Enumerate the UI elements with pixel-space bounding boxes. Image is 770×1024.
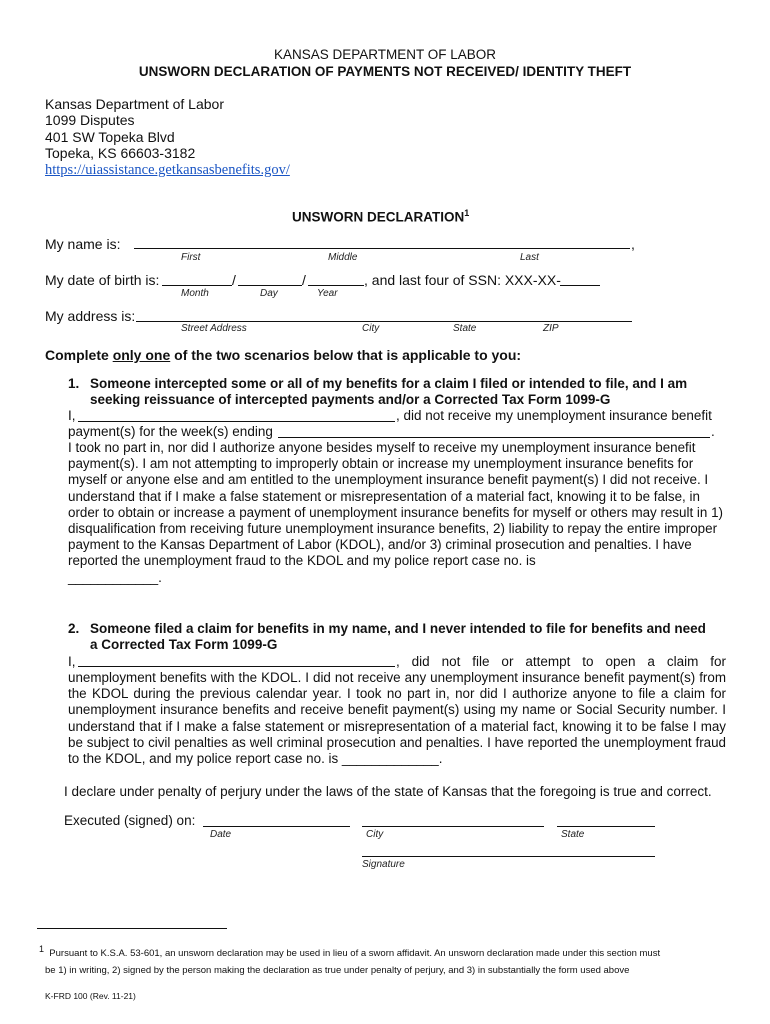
- benefits-link[interactable]: https://uiassistance.getkansasbenefits.gov/: [45, 162, 290, 178]
- signature-field[interactable]: [362, 856, 655, 857]
- signature-sublabel: Signature: [362, 859, 405, 870]
- city-sig-sublabel: City: [366, 829, 384, 840]
- scenario-2-heading-line-1: Someone filed a claim for benefits in my name, and I never intended to file for benefits and need: [90, 621, 706, 636]
- footnote-line-1: $^1$ Pursuant to K.S.A. 53-601, an unsworn declaration may be used in lieu of a sworn affidavit. An unsworn declaration made under this section must: [39, 944, 661, 960]
- date-sublabel: Date: [210, 829, 232, 840]
- instruction: Complete only one of the two scenarios below that is applicable to you:: [45, 347, 522, 363]
- name-label: My name is:: [45, 236, 121, 252]
- scenario-1-body: I took no part in, nor did I authorize anyone besides myself to receive my unemployment insurance benefit payment(s). I am not attempting to improperly obtain or increase my unemployment insurance benefits for myself or anyone else and am entitled to the unemployment insurance benefit payment(s) I did not receive. I understand that if I make a false statement or misrepresentation of a material fact, knowing it to be false, in order to obtain or increase a payment of unemployment insurance benefits for myself or others may result in 1) disqualification from receiving future unemployment insurance benefits, 2) liability to repay the entire improper payment to the Kansas Department of Labor (KDOL), and/or 3) criminal prosecution and penalties. I have reported the unemployment fraud to the KDOL and my police report case no. is: [68, 440, 723, 569]
- dob-month-field[interactable]: [162, 285, 232, 286]
- ssn-last-four-field[interactable]: [560, 285, 600, 286]
- weeks-ending-period: .: [711, 424, 715, 439]
- scenario-1-did-not-receive: , did not receive my unemployment insurance benefit: [396, 408, 712, 423]
- form-title: UNSWORN DECLARATION OF PAYMENTS NOT RECEIVED/ IDENTITY THEFT: [138, 64, 632, 79]
- first-name-sublabel: First: [181, 252, 201, 263]
- address-field[interactable]: [136, 321, 632, 322]
- declaration-heading: UNSWORN DECLARATION$^1$: [292, 208, 470, 225]
- perjury-statement: I declare under penalty of perjury under the laws of the state of Kansas that the foregoing is true and correct.: [64, 784, 712, 799]
- address-line-3: 401 SW Topeka Blvd: [45, 129, 175, 145]
- scenario-1-name-field[interactable]: [78, 421, 395, 422]
- agency-title: KANSAS DEPARTMENT OF LABOR: [273, 47, 497, 62]
- middle-name-sublabel: Middle: [328, 252, 358, 263]
- executed-label: Executed (signed) on:: [64, 813, 196, 828]
- scenario-2-body: unemployment benefits with the KDOL. I did not receive any unemployment insurance benefit payment(s) from the KDOL during the previous calendar year. I took no part in, nor did I authorize anyone to file a claim for unemployment insurance benefits and receive benefit payment(s) using my name or Social Security number. I understand that if I make a false statement or misrepresentation of a material fact, knowing it to be false I may be subject to civil penalties as well criminal prosecution and penalties. I have reported the unemployment fraud to the KDOL, and my police report case no. is _____________.: [68, 670, 726, 767]
- executed-date-field[interactable]: [203, 826, 350, 827]
- footnote-ref: 1: [464, 208, 470, 218]
- weeks-ending-label: payment(s) for the week(s) ending: [68, 424, 273, 439]
- address-line-4: Topeka, KS 66603-3182: [45, 145, 196, 161]
- city-sublabel: City: [362, 323, 380, 334]
- scenario-1-i-label: I,: [68, 408, 76, 423]
- dob-slash-1: /: [232, 272, 236, 288]
- ssn-label: , and last four of SSN: XXX-XX-: [364, 272, 561, 288]
- footnote-divider: [37, 928, 227, 929]
- address-line-1: Kansas Department of Labor: [45, 96, 224, 112]
- weeks-ending-field[interactable]: [278, 437, 710, 438]
- scenario-1-heading-line-1: Someone intercepted some or all of my benefits for a claim I filed or intended to file, and I am: [90, 376, 688, 391]
- scenario-1-heading-line-2: seeking reissuance of intercepted payments and/or a Corrected Tax Form 1099-G: [90, 392, 611, 407]
- executed-state-field[interactable]: [557, 826, 655, 827]
- name-comma: ,: [631, 236, 635, 252]
- scenario-2-number: 2.: [68, 621, 80, 636]
- year-sublabel: Year: [317, 288, 338, 299]
- dob-label: My date of birth is:: [45, 272, 160, 288]
- address-line-2: 1099 Disputes: [45, 112, 135, 128]
- dob-year-field[interactable]: [308, 285, 364, 286]
- form-id: K-FRD 100 (Rev. 11-21): [45, 991, 136, 1001]
- dob-day-field[interactable]: [238, 285, 302, 286]
- scenario-2-did-not-file: , did not file or attempt to open a claim for: [396, 654, 726, 669]
- scenario-2-i-label: I,: [68, 654, 76, 669]
- address-label: My address is:: [45, 308, 136, 324]
- dob-slash-2: /: [302, 272, 306, 288]
- scenario-1-case-number: ____________.: [68, 570, 162, 585]
- scenario-2-name-field[interactable]: [78, 666, 395, 667]
- state-sublabel: State: [453, 323, 477, 334]
- name-field[interactable]: [134, 248, 630, 249]
- day-sublabel: Day: [260, 288, 278, 299]
- month-sublabel: Month: [181, 288, 209, 299]
- scenario-1-number: 1.: [68, 376, 80, 391]
- street-sublabel: Street Address: [181, 323, 247, 334]
- zip-sublabel: ZIP: [543, 323, 559, 334]
- footnote-mark: 1: [39, 944, 45, 954]
- scenario-2-heading-line-2: a Corrected Tax Form 1099-G: [90, 637, 278, 652]
- state-sig-sublabel: State: [561, 829, 585, 840]
- last-name-sublabel: Last: [520, 252, 539, 263]
- footnote-line-2: be 1) in writing, 2) signed by the person making the declaration as true under penalty of perjury, and 3) in substantially the form used above: [45, 965, 630, 976]
- executed-city-field[interactable]: [362, 826, 544, 827]
